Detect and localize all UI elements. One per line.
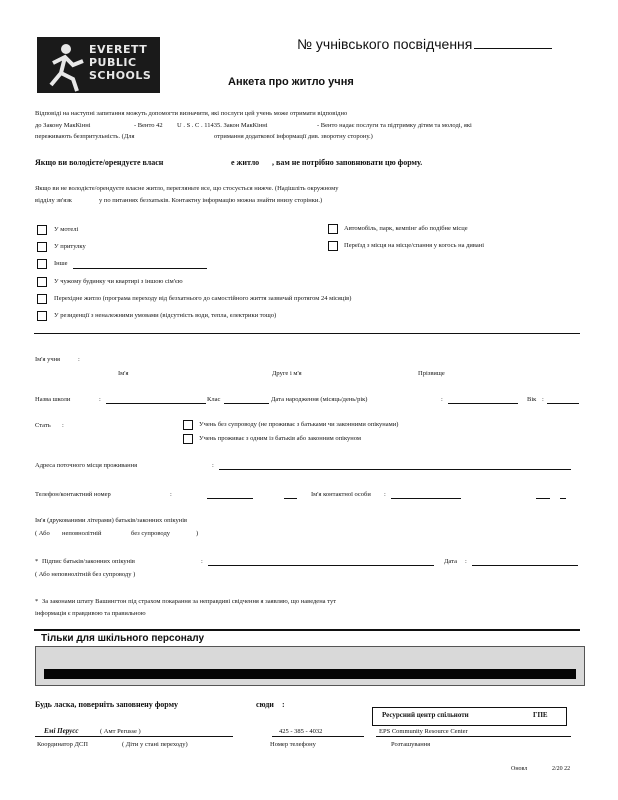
section-divider-2 (34, 629, 580, 631)
with-parent-checkbox[interactable] (183, 434, 193, 444)
revision-date: 2/20 22 (552, 766, 571, 772)
contact-field-end[interactable] (560, 498, 566, 499)
dob-label: Дата народження (місяць/день/рік) (271, 396, 368, 403)
legal-star: * (35, 598, 39, 605)
intro-line-2a: до Закону МакКінні (35, 122, 91, 129)
staff-only-box (35, 646, 585, 686)
other-house-label: У чужому будинку чи квартирі з іншою сім'єю (54, 278, 183, 285)
colon: : (62, 422, 64, 429)
date-field[interactable] (472, 565, 578, 566)
coordinator-line (35, 736, 233, 737)
car-label: Автомобіль, парк, кемпінг або подібне місце (344, 225, 468, 232)
age-field[interactable] (547, 403, 579, 404)
colon: : (384, 491, 386, 498)
resource-center-box (372, 707, 567, 726)
last-name-caption: Прізвище (418, 370, 445, 377)
intro-line-1: Відповіді на наступні запитання можуть допомогти визначити, які послуги цей учень може отримати відповідно (35, 110, 348, 117)
transitional-label: Перехідне житло (програма переходу від безхатнього до самостійного життя зазвичай протягом 24 місяців) (54, 295, 352, 302)
contact-field-ext[interactable] (536, 498, 550, 499)
colon: : (201, 558, 203, 565)
shelter-checkbox[interactable] (37, 242, 47, 252)
signature-label-star: * (35, 558, 39, 565)
coordinator-name: Емі Перусс (44, 727, 79, 735)
colon: : (542, 396, 544, 403)
student-id-label: № учнівського посвідчення (297, 36, 473, 52)
parent-name-sub-c: без супроводу (131, 530, 171, 537)
section-divider-1 (34, 333, 580, 334)
motel-label: У мотелі (54, 226, 79, 233)
shelter-label: У притулку (54, 243, 86, 250)
runner-icon (39, 37, 91, 93)
parent-name-sub-a: ( Або (35, 530, 50, 537)
resource-center-abbr: ГПЕ (533, 711, 548, 719)
middle-name-caption: Друге і м'я (272, 370, 302, 377)
other-label: Інше (54, 260, 68, 267)
first-name-caption: Ім'я (118, 370, 129, 377)
staff-only-title: Тільки для шкільного персоналу (41, 633, 205, 644)
contact-label: Ім'я контактної особи (311, 491, 371, 498)
colon: : (212, 462, 214, 469)
class-field[interactable] (224, 403, 269, 404)
dob-field[interactable] (448, 403, 518, 404)
motel-checkbox[interactable] (37, 225, 47, 235)
colon: : (465, 558, 467, 565)
other-checkbox[interactable] (37, 259, 47, 269)
with-parent-label: Учень проживає з одним із батьків або законним опікуном (199, 435, 361, 442)
colon: : (441, 396, 443, 403)
phone-label: Телефон/контактний номер (35, 491, 111, 498)
colon: : (99, 396, 101, 403)
revision-label: Оновл (511, 766, 528, 772)
contact-field[interactable] (391, 498, 461, 499)
location-line (376, 736, 571, 737)
school-field[interactable] (106, 403, 206, 404)
phone-number-label: Номер телефону (270, 741, 316, 748)
owner-notice-part2: е житло (231, 158, 260, 167)
return-label: Будь ласка, поверніть заповнену форму (35, 700, 179, 709)
owner-notice-part1: Якщо ви володієте/орендуєте власн (35, 158, 164, 167)
unaccompanied-checkbox[interactable] (183, 420, 193, 430)
return-to: сюди (256, 700, 274, 709)
intro-line-2b: - Венто 42 (134, 122, 163, 129)
parent-name-sub-d: ) (196, 530, 199, 537)
location-name: EPS Community Resource Center (379, 728, 468, 735)
inadequate-label: У резиденції з неналежними умовами (відсутність води, тепла, електрики тощо) (54, 312, 277, 319)
instructions-line-2b: у по питаннях безхатьків. Контактну інформацію можна знайти внизу сторінки.) (99, 197, 323, 204)
student-id-field[interactable] (474, 48, 552, 49)
colon: : (170, 491, 172, 498)
staff-redaction-bar (44, 669, 576, 679)
signature-sub: ( Або неповнолітній без супроводу ) (35, 571, 136, 578)
instructions-line-1: Якщо ви не володієте/орендуєте власне житло, перегляньте все, що стосується нижче. (Надішліть окружному (35, 185, 339, 192)
instructions-line-2a: відділу зв'язк (35, 197, 72, 204)
parent-name-label: Ім'я (друкованими літерами) батьків/законних опікунів (35, 517, 188, 524)
owner-notice-part3: , вам не потрібно заповнювати цю форму. (272, 158, 423, 167)
district-logo (37, 37, 160, 93)
address-label: Адреса поточного місця проживання (35, 462, 138, 469)
phone-number: 425 - 385 - 4032 (279, 728, 323, 735)
colon: : (78, 356, 80, 363)
other-field[interactable] (73, 268, 207, 269)
class-label: Клас (207, 396, 221, 403)
phone-field[interactable] (207, 498, 253, 499)
coordinator-name-en: ( Амт Perusse ) (100, 728, 141, 735)
age-label: Вік (527, 396, 537, 403)
date-label: Дата (444, 558, 457, 565)
legal-line-2: інформація є правдивою та правильною (35, 610, 146, 617)
signature-field[interactable] (208, 565, 434, 566)
signature-label: Підпис батьків/законних опікунів (42, 558, 135, 565)
address-field[interactable] (219, 469, 571, 470)
moving-checkbox[interactable] (328, 241, 338, 251)
logo-wordmark: EVERETT PUBLIC SCHOOLS (89, 43, 152, 82)
phone-field-ext[interactable] (284, 498, 297, 499)
colon: : (282, 700, 285, 709)
inadequate-checkbox[interactable] (37, 311, 47, 321)
intro-line-3b: отримання додаткової інформації див. зворотну сторону.) (214, 133, 373, 140)
location-label: Розташування (391, 741, 431, 748)
intro-line-2c: U . S . C . 11435. Закон МакКінні (177, 122, 268, 129)
legal-line-1: За законами штату Вашингтон під страхом покарання за неправдиві свідчення я заявляю, що наведена тут (42, 598, 337, 605)
resource-center-name: Ресурсний центр спільноти (382, 711, 469, 719)
moving-label: Переїзд з місця на місце/спання у когось на дивані (344, 242, 485, 249)
intro-line-3a: переживають безпритульність. (Для (35, 133, 135, 140)
car-checkbox[interactable] (328, 224, 338, 234)
intro-line-2d: - Венто надає послуги та підтримку дітям та молоді, які (317, 122, 472, 129)
coordinator-role: Координатор ДСП (37, 741, 89, 748)
phone-number-line (272, 736, 364, 737)
coordinator-role-sub: ( Діти у стані переходу) (122, 741, 188, 748)
school-label: Назва школи (35, 396, 71, 403)
unaccompanied-label: Учень без супроводу (не проживає з батьками чи законними опікунами) (199, 421, 399, 428)
transitional-checkbox[interactable] (37, 294, 47, 304)
parent-name-sub-b: неповнолітній (62, 530, 102, 537)
other-house-checkbox[interactable] (37, 277, 47, 287)
student-name-label: Ім'я учня (35, 356, 61, 363)
status-label: Стать (35, 422, 51, 429)
form-title: Анкета про житло учня (228, 76, 354, 88)
